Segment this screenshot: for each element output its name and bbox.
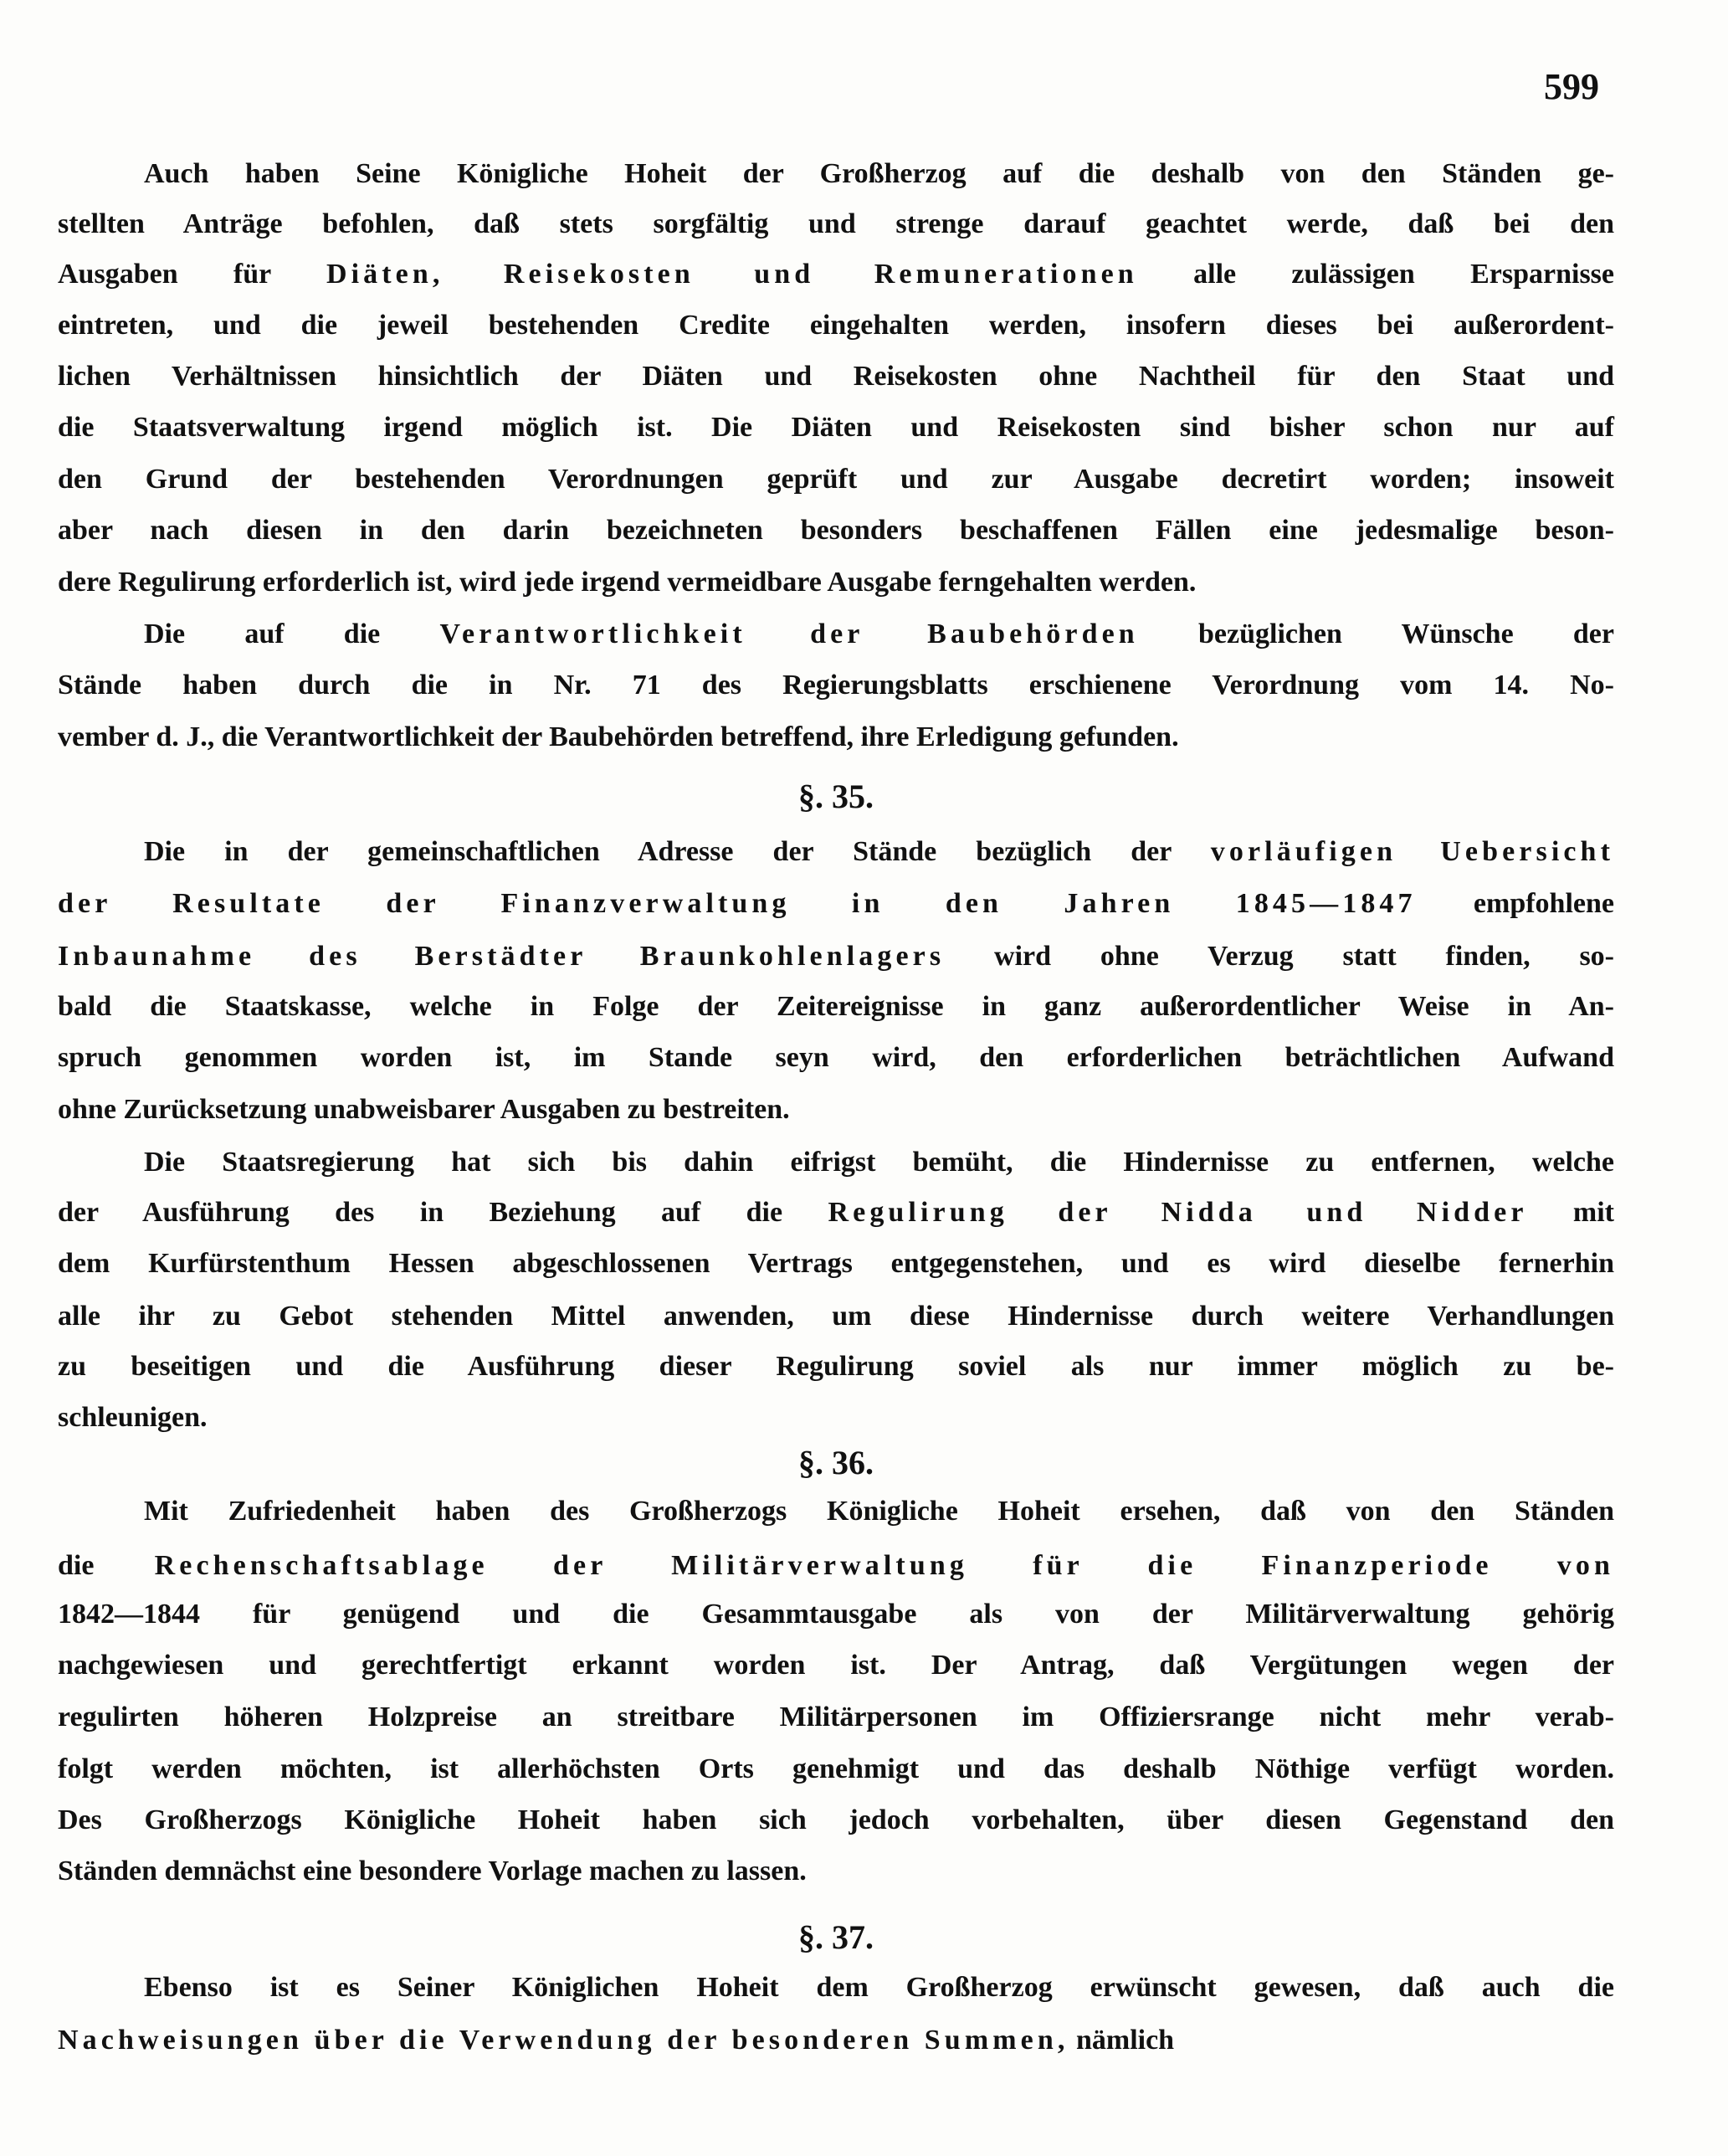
emphasized-text: Verantwortlichkeit der Baubehörden bbox=[439, 619, 1139, 649]
section-heading bbox=[58, 1917, 1614, 1958]
text-line bbox=[58, 1799, 1614, 1841]
text-segment: empfohlene bbox=[1416, 888, 1614, 919]
text-segment: Die in der gemeinschaftlichen Adresse der Stände bezüglich der bbox=[144, 836, 1211, 867]
emphasized-text: vorläufigen Uebersicht bbox=[1210, 836, 1614, 867]
text-segment: §. 36. bbox=[798, 1444, 874, 1481]
text-line bbox=[58, 203, 1614, 245]
text-segment: Des Großherzogs Königliche Hoheit haben sich jedoch vorbehalten, über diesen Gegenstand den bbox=[58, 1804, 1614, 1835]
text-line bbox=[144, 831, 1614, 873]
text-segment: der Ausführung des in Beziehung auf die bbox=[58, 1197, 828, 1228]
text-line bbox=[58, 510, 1614, 552]
text-line bbox=[58, 986, 1614, 1028]
text-segment: den Grund der bestehenden Verordnungen geprüft und zur Ausgabe decretirt worden; insoweit bbox=[58, 464, 1614, 495]
text-line bbox=[144, 613, 1614, 655]
text-line bbox=[58, 2020, 1614, 2061]
text-line bbox=[144, 153, 1614, 195]
text-segment: stellten Anträge befohlen, daß stets sorgfältig und strenge darauf geachtet werde, daß bei den bbox=[58, 208, 1614, 239]
text-line bbox=[58, 1346, 1614, 1388]
text-line bbox=[58, 1545, 1614, 1587]
text-segment: dere Regulirung erforderlich ist, wird jede irgend vermeidbare Ausgabe ferngehalten werden. bbox=[58, 567, 1197, 598]
text-segment: Die Staatsregierung hat sich bis dahin eifrigst bemüht, die Hindernisse zu entfernen, welche bbox=[144, 1147, 1614, 1178]
text-line bbox=[58, 1037, 1614, 1079]
text-line bbox=[58, 1089, 1614, 1131]
text-line bbox=[58, 665, 1614, 706]
emphasized-text: Rechenschaftsablage der Militärverwaltung für die Finanzperiode von bbox=[154, 1550, 1615, 1581]
text-segment: schleunigen. bbox=[58, 1402, 208, 1433]
text-line bbox=[58, 356, 1614, 398]
text-segment: lichen Verhältnissen hinsichtlich der Diäten und Reisekosten ohne Nachtheil für den Staat und bbox=[58, 361, 1614, 392]
emphasized-text: Nachweisungen über die Verwendung der besonderen Summen, bbox=[58, 2025, 1069, 2056]
text-line bbox=[58, 936, 1614, 978]
text-segment: die Staatsverwaltung irgend möglich ist. Die Diäten und Reisekosten sind bisher schon nur auf bbox=[58, 412, 1614, 443]
text-line bbox=[144, 1967, 1614, 2009]
text-line bbox=[58, 1296, 1614, 1337]
page-number: 599 bbox=[1544, 66, 1599, 107]
text-line bbox=[58, 1594, 1614, 1635]
text-segment: Mit Zufriedenheit haben des Großherzogs Königliche Hoheit ersehen, daß von den Ständen bbox=[144, 1496, 1614, 1527]
text-line bbox=[58, 716, 1614, 758]
text-segment: dem Kurfürstenthum Hessen abgeschlossenen Vertrags entgegenstehen, und es wird dieselbe fernerhin bbox=[58, 1248, 1614, 1279]
text-line bbox=[58, 254, 1614, 295]
text-line bbox=[58, 1397, 1614, 1439]
text-line bbox=[58, 1243, 1614, 1285]
text-segment: nachgewiesen und gerechtfertigt erkannt worden ist. Der Antrag, daß Vergütungen wegen der bbox=[58, 1650, 1614, 1681]
text-line bbox=[144, 1491, 1614, 1532]
text-segment: ohne Zurücksetzung unabweisbarer Ausgaben zu bestreiten. bbox=[58, 1094, 790, 1125]
text-segment: eintreten, und die jeweil bestehenden Credite eingehalten werden, insofern dieses bei außerordent- bbox=[58, 310, 1614, 341]
text-line bbox=[58, 562, 1614, 603]
emphasized-text: der Resultate der Finanzverwaltung in den Jahren 1845—1847 bbox=[58, 888, 1417, 919]
text-segment: regulirten höheren Holzpreise an streitbare Militärpersonen im Offiziersrange nicht mehr verab- bbox=[58, 1702, 1614, 1732]
text-line bbox=[58, 1851, 1614, 1892]
text-segment: mit bbox=[1527, 1197, 1614, 1228]
text-segment: 1842—1844 für genügend und die Gesammtausgabe als von der Militärverwaltung gehörig bbox=[58, 1599, 1614, 1630]
text-segment: zu beseitigen und die Ausführung dieser Regulirung soviel als nur immer möglich zu be- bbox=[58, 1351, 1614, 1382]
text-line bbox=[144, 1142, 1614, 1183]
text-segment: §. 37. bbox=[798, 1918, 874, 1956]
text-line bbox=[58, 1697, 1614, 1738]
text-segment: Ebenso ist es Seiner Königlichen Hoheit dem Großherzog erwünscht gewesen, daß auch die bbox=[144, 1972, 1614, 2003]
text-line bbox=[58, 407, 1614, 449]
text-segment: aber nach diesen in den darin bezeichneten besonders beschaffenen Fällen eine jedesmalige beson- bbox=[58, 515, 1614, 546]
text-segment: nämlich bbox=[1069, 2025, 1175, 2056]
text-line bbox=[58, 459, 1614, 501]
emphasized-text: Diäten, Reisekosten und Remunerationen bbox=[326, 259, 1138, 290]
text-line bbox=[58, 1192, 1614, 1234]
text-segment: wird ohne Verzug statt finden, so- bbox=[945, 941, 1614, 972]
section-heading bbox=[58, 1442, 1614, 1484]
text-segment: §. 35. bbox=[798, 778, 874, 815]
text-segment: Die auf die bbox=[144, 619, 440, 649]
text-line bbox=[58, 305, 1614, 346]
text-segment: vember d. J., die Verantwortlichkeit der Baubehörden betreffend, ihre Erledigung gefunden. bbox=[58, 721, 1179, 752]
section-heading bbox=[58, 776, 1614, 818]
text-line bbox=[58, 883, 1614, 925]
text-line bbox=[58, 1748, 1614, 1790]
text-segment: Ständen demnächst eine besondere Vorlage machen zu lassen. bbox=[58, 1856, 807, 1887]
text-segment: folgt werden möchten, ist allerhöchsten Orts genehmigt und das deshalb Nöthige verfügt worden. bbox=[58, 1753, 1614, 1784]
text-segment: bald die Staatskasse, welche in Folge der Zeitereignisse in ganz außerordentlicher Weise in An- bbox=[58, 991, 1614, 1022]
text-segment: alle zulässigen Ersparnisse bbox=[1137, 259, 1615, 290]
text-line bbox=[58, 1645, 1614, 1686]
emphasized-text: Inbaunahme des Berstädter Braunkohlenlagers bbox=[58, 941, 946, 972]
text-segment: die bbox=[58, 1550, 155, 1581]
text-segment: Stände haben durch die in Nr. 71 des Regierungsblatts erschienene Verordnung vom 14. No- bbox=[58, 670, 1614, 701]
text-segment: bezüglichen Wünsche der bbox=[1138, 619, 1614, 649]
text-segment: alle ihr zu Gebot stehenden Mittel anwenden, um diese Hindernisse durch weitere Verhandlungen bbox=[58, 1301, 1614, 1332]
text-segment: Ausgaben für bbox=[58, 259, 326, 290]
text-segment: spruch genommen worden ist, im Stande seyn wird, den erforderlichen beträchtlichen Aufwand bbox=[58, 1042, 1614, 1073]
text-segment: Auch haben Seine Königliche Hoheit der Großherzog auf die deshalb von den Ständen ge- bbox=[144, 158, 1614, 189]
emphasized-text: Regulirung der Nidda und Nidder bbox=[828, 1197, 1528, 1228]
